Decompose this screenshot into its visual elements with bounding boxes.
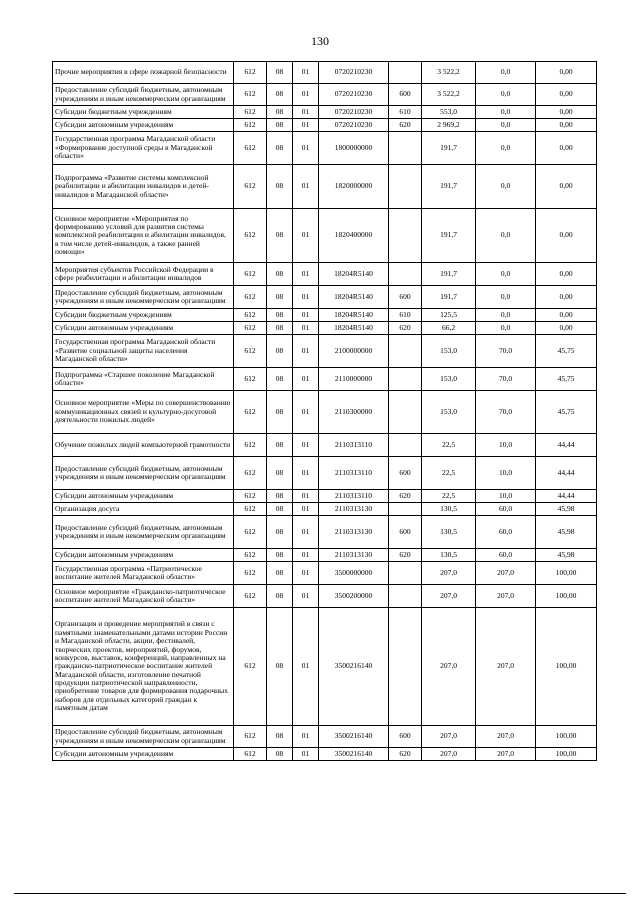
cell-name: Субсидии автономным учреждениям: [53, 748, 234, 761]
cell-rz: 08: [267, 209, 293, 263]
cell-rz: 08: [267, 263, 293, 286]
cell-rz: 08: [267, 490, 293, 503]
budget-table: [52, 61, 597, 761]
cell-plan: 207,0: [422, 608, 476, 726]
table-row: [53, 263, 597, 286]
cell-csr: 18204R5140: [319, 263, 389, 286]
cell-name: Государственная программа Магаданской области «Формирование доступной среды в Магаданской области»: [53, 132, 234, 165]
cell-pct: 0,00: [536, 309, 597, 322]
cell-rz: 08: [267, 322, 293, 335]
cell-vr: [389, 503, 422, 516]
cell-plan: 207,0: [422, 585, 476, 608]
cell-pct: 100,00: [536, 748, 597, 761]
cell-csr: 0720210230: [319, 62, 389, 84]
cell-plan: 22,5: [422, 490, 476, 503]
cell-name: Предоставление субсидий бюджетным, автономным учреждениям и иным некоммерческим организациям: [53, 516, 234, 549]
cell-pct: 0,00: [536, 286, 597, 309]
cell-name: Обучение пожилых людей компьютерной грамотности: [53, 434, 234, 457]
cell-adm: 612: [234, 335, 267, 368]
cell-vr: 600: [389, 457, 422, 490]
table-row: [53, 368, 597, 391]
cell-rz: 08: [267, 748, 293, 761]
cell-plan: 22,5: [422, 457, 476, 490]
cell-vr: 600: [389, 726, 422, 748]
cell-pr: 01: [293, 263, 319, 286]
cell-pr: 01: [293, 119, 319, 132]
cell-vr: 610: [389, 309, 422, 322]
cell-pr: 01: [293, 165, 319, 209]
table-row: [53, 106, 597, 119]
cell-adm: 612: [234, 322, 267, 335]
cell-adm: 612: [234, 457, 267, 490]
cell-adm: 612: [234, 263, 267, 286]
cell-vr: 620: [389, 549, 422, 562]
cell-name: Предоставление субсидий бюджетным, автономным учреждениям и иным некоммерческим организациям: [53, 457, 234, 490]
cell-pr: 01: [293, 132, 319, 165]
table-row: [53, 585, 597, 608]
cell-csr: 3500200000: [319, 585, 389, 608]
cell-adm: 612: [234, 84, 267, 106]
cell-plan: 3 522,2: [422, 84, 476, 106]
cell-exec: 0,0: [476, 286, 536, 309]
cell-name: Подпрограмма «Развитие системы комплексной реабилитации и абилитации инвалидов и детей-инвалидов в Магаданской области»: [53, 165, 234, 209]
cell-adm: 612: [234, 119, 267, 132]
cell-rz: 08: [267, 132, 293, 165]
cell-csr: 3500216140: [319, 726, 389, 748]
cell-name: Предоставление субсидий бюджетным, автономным учреждениям и иным некоммерческим организациям: [53, 286, 234, 309]
cell-pr: 01: [293, 335, 319, 368]
cell-vr: [389, 132, 422, 165]
cell-adm: 612: [234, 490, 267, 503]
cell-exec: 0,0: [476, 84, 536, 106]
cell-exec: 207,0: [476, 585, 536, 608]
cell-vr: 610: [389, 106, 422, 119]
cell-rz: 08: [267, 516, 293, 549]
cell-csr: 18204R5140: [319, 322, 389, 335]
cell-vr: 600: [389, 84, 422, 106]
cell-plan: 130,5: [422, 503, 476, 516]
table-row: [53, 562, 597, 585]
cell-exec: 0,0: [476, 309, 536, 322]
cell-adm: 612: [234, 748, 267, 761]
cell-rz: 08: [267, 335, 293, 368]
table-row: [53, 209, 597, 263]
cell-pct: 45,98: [536, 549, 597, 562]
cell-name: Организация досуга: [53, 503, 234, 516]
cell-plan: 3 522,2: [422, 62, 476, 84]
cell-plan: 191,7: [422, 209, 476, 263]
cell-adm: 612: [234, 516, 267, 549]
cell-rz: 08: [267, 119, 293, 132]
cell-plan: 130,5: [422, 516, 476, 549]
cell-adm: 612: [234, 209, 267, 263]
cell-pct: 44,44: [536, 457, 597, 490]
cell-vr: [389, 608, 422, 726]
cell-vr: [389, 335, 422, 368]
cell-name: Мероприятия субъектов Российской Федерации в сфере реабилитации и абилитации инвалидов: [53, 263, 234, 286]
cell-rz: 08: [267, 726, 293, 748]
cell-pct: 0,00: [536, 119, 597, 132]
cell-exec: 70,0: [476, 335, 536, 368]
cell-csr: 1820400000: [319, 209, 389, 263]
cell-exec: 60,0: [476, 516, 536, 549]
cell-pct: 0,00: [536, 209, 597, 263]
cell-plan: 553,0: [422, 106, 476, 119]
cell-plan: 191,7: [422, 165, 476, 209]
cell-rz: 08: [267, 309, 293, 322]
cell-exec: 0,0: [476, 62, 536, 84]
cell-pct: 100,00: [536, 562, 597, 585]
cell-adm: 612: [234, 62, 267, 84]
cell-exec: 0,0: [476, 132, 536, 165]
cell-vr: [389, 165, 422, 209]
cell-adm: 612: [234, 106, 267, 119]
cell-pct: 100,00: [536, 585, 597, 608]
cell-adm: 612: [234, 368, 267, 391]
cell-exec: 207,0: [476, 748, 536, 761]
cell-csr: 2110313110: [319, 457, 389, 490]
cell-csr: 2110313130: [319, 549, 389, 562]
table-row: [53, 322, 597, 335]
cell-rz: 08: [267, 457, 293, 490]
cell-adm: 612: [234, 132, 267, 165]
cell-name: Государственная программа «Патриотическое воспитание жителей Магаданской области»: [53, 562, 234, 585]
cell-name: Субсидии автономным учреждениям: [53, 549, 234, 562]
cell-exec: 0,0: [476, 209, 536, 263]
cell-adm: 612: [234, 286, 267, 309]
cell-plan: 22,5: [422, 434, 476, 457]
cell-plan: 191,7: [422, 286, 476, 309]
cell-exec: 70,0: [476, 391, 536, 434]
cell-exec: 10,0: [476, 457, 536, 490]
cell-rz: 08: [267, 368, 293, 391]
cell-pct: 44,44: [536, 490, 597, 503]
cell-pct: 45,98: [536, 516, 597, 549]
cell-pr: 01: [293, 748, 319, 761]
cell-adm: 612: [234, 549, 267, 562]
cell-name: Основное мероприятие «Гражданско-патриотическое воспитание жителей Магаданской области»: [53, 585, 234, 608]
cell-vr: [389, 368, 422, 391]
cell-csr: 2100000000: [319, 335, 389, 368]
cell-rz: 08: [267, 608, 293, 726]
cell-pct: 45,75: [536, 335, 597, 368]
cell-rz: 08: [267, 562, 293, 585]
cell-name: Подпрограмма «Старшее поколение Магаданской области»: [53, 368, 234, 391]
cell-vr: 620: [389, 490, 422, 503]
cell-csr: 3500216140: [319, 748, 389, 761]
cell-exec: 207,0: [476, 608, 536, 726]
table-row: [53, 748, 597, 761]
cell-csr: 2110300000: [319, 391, 389, 434]
cell-vr: 600: [389, 286, 422, 309]
cell-vr: [389, 562, 422, 585]
cell-pct: 100,00: [536, 726, 597, 748]
cell-csr: 0720210230: [319, 106, 389, 119]
cell-pct: 0,00: [536, 84, 597, 106]
cell-pct: 0,00: [536, 132, 597, 165]
cell-name: Субсидии бюджетным учреждениям: [53, 106, 234, 119]
cell-vr: 620: [389, 322, 422, 335]
cell-adm: 612: [234, 503, 267, 516]
cell-vr: 620: [389, 748, 422, 761]
cell-plan: 191,7: [422, 263, 476, 286]
cell-pct: 45,98: [536, 503, 597, 516]
cell-csr: 18204R5140: [319, 286, 389, 309]
cell-adm: 612: [234, 585, 267, 608]
table-row: [53, 549, 597, 562]
cell-plan: 2 969,2: [422, 119, 476, 132]
cell-pct: 44,44: [536, 434, 597, 457]
table-row: [53, 516, 597, 549]
cell-csr: 3500216140: [319, 608, 389, 726]
cell-vr: [389, 391, 422, 434]
cell-exec: 0,0: [476, 263, 536, 286]
table-row: [53, 503, 597, 516]
cell-pr: 01: [293, 457, 319, 490]
cell-csr: 2110313130: [319, 503, 389, 516]
cell-csr: 2110000000: [319, 368, 389, 391]
cell-pr: 01: [293, 585, 319, 608]
cell-csr: 2110313110: [319, 490, 389, 503]
cell-plan: 207,0: [422, 562, 476, 585]
cell-pct: 45,75: [536, 391, 597, 434]
cell-name: Прочие мероприятия в сфере пожарной безопасности: [53, 62, 234, 84]
cell-vr: [389, 209, 422, 263]
table-row: [53, 391, 597, 434]
cell-plan: 153,0: [422, 368, 476, 391]
cell-vr: [389, 585, 422, 608]
cell-rz: 08: [267, 84, 293, 106]
cell-plan: 153,0: [422, 335, 476, 368]
cell-csr: 2110313110: [319, 434, 389, 457]
cell-pr: 01: [293, 516, 319, 549]
cell-pr: 01: [293, 106, 319, 119]
cell-vr: [389, 263, 422, 286]
cell-csr: 0720210230: [319, 84, 389, 106]
cell-adm: 612: [234, 562, 267, 585]
cell-plan: 66,2: [422, 322, 476, 335]
footer-divider: [14, 893, 626, 894]
cell-pr: 01: [293, 209, 319, 263]
cell-pr: 01: [293, 62, 319, 84]
cell-plan: 153,0: [422, 391, 476, 434]
cell-rz: 08: [267, 286, 293, 309]
cell-exec: 0,0: [476, 106, 536, 119]
table-row: [53, 309, 597, 322]
cell-rz: 08: [267, 434, 293, 457]
cell-plan: 125,5: [422, 309, 476, 322]
table-row: [53, 286, 597, 309]
cell-pct: 0,00: [536, 322, 597, 335]
cell-rz: 08: [267, 503, 293, 516]
cell-csr: 3500000000: [319, 562, 389, 585]
cell-exec: 70,0: [476, 368, 536, 391]
cell-pr: 01: [293, 549, 319, 562]
cell-adm: 612: [234, 434, 267, 457]
cell-pct: 0,00: [536, 165, 597, 209]
cell-pr: 01: [293, 434, 319, 457]
cell-exec: 0,0: [476, 165, 536, 209]
cell-rz: 08: [267, 391, 293, 434]
table-row: [53, 62, 597, 84]
cell-name: Субсидии бюджетным учреждениям: [53, 309, 234, 322]
table-row: [53, 434, 597, 457]
cell-vr: 620: [389, 119, 422, 132]
cell-adm: 612: [234, 608, 267, 726]
cell-pr: 01: [293, 84, 319, 106]
cell-name: Организация и проведение мероприятий в связи с памятными знаменательными датами истории России и Магаданской области, акции, фестивалей, творческих проектов, мероприятий, форумов, конкурсов, выставок, конференций, направленных на гражданско-патриотическое воспитание жителей Магаданской области, изготовление печатной продукции патриотической направленности, приобретение товаров для формирования подарочных наборов для отдельных категорий граждан к памятным датам: [53, 608, 234, 726]
cell-name: Субсидии автономным учреждениям: [53, 322, 234, 335]
cell-name: Субсидии автономным учреждениям: [53, 119, 234, 132]
table-row: [53, 335, 597, 368]
cell-rz: 08: [267, 549, 293, 562]
cell-name: Субсидии автономным учреждениям: [53, 490, 234, 503]
cell-rz: 08: [267, 62, 293, 84]
cell-name: Основное мероприятие «Мероприятия по формированию условий для развития системы комплексной реабилитации и абилитации инвалидов, в том числе детей-инвалидов, а также ранней помощи»: [53, 209, 234, 263]
cell-pr: 01: [293, 322, 319, 335]
cell-vr: 600: [389, 516, 422, 549]
cell-pr: 01: [293, 503, 319, 516]
cell-vr: [389, 434, 422, 457]
cell-pr: 01: [293, 309, 319, 322]
cell-plan: 130,5: [422, 549, 476, 562]
cell-pr: 01: [293, 391, 319, 434]
cell-csr: 1820000000: [319, 165, 389, 209]
cell-exec: 10,0: [476, 434, 536, 457]
cell-exec: 207,0: [476, 726, 536, 748]
cell-vr: [389, 62, 422, 84]
table-row: [53, 165, 597, 209]
cell-pr: 01: [293, 726, 319, 748]
cell-name: Предоставление субсидий бюджетным, автономным учреждениям и иным некоммерческим организациям: [53, 726, 234, 748]
cell-adm: 612: [234, 309, 267, 322]
table-row: [53, 726, 597, 748]
table-row: [53, 119, 597, 132]
cell-plan: 207,0: [422, 726, 476, 748]
cell-name: Государственная программа Магаданской области «Развитие социальной защиты населения Магаданской области»: [53, 335, 234, 368]
cell-exec: 10,0: [476, 490, 536, 503]
cell-pr: 01: [293, 286, 319, 309]
cell-pr: 01: [293, 490, 319, 503]
cell-exec: 0,0: [476, 119, 536, 132]
cell-adm: 612: [234, 391, 267, 434]
table-row: [53, 490, 597, 503]
page-number: 130: [311, 34, 329, 48]
cell-name: Предоставление субсидий бюджетным, автономным учреждениям и иным некоммерческим организациям: [53, 84, 234, 106]
cell-pct: 0,00: [536, 106, 597, 119]
cell-csr: 0720210230: [319, 119, 389, 132]
cell-plan: 191,7: [422, 132, 476, 165]
cell-exec: 207,0: [476, 562, 536, 585]
table-row: [53, 132, 597, 165]
table-row: [53, 608, 597, 726]
cell-rz: 08: [267, 165, 293, 209]
cell-csr: 1800000000: [319, 132, 389, 165]
cell-pr: 01: [293, 368, 319, 391]
cell-pct: 0,00: [536, 62, 597, 84]
cell-pr: 01: [293, 608, 319, 726]
cell-pct: 100,00: [536, 608, 597, 726]
cell-exec: 0,0: [476, 322, 536, 335]
cell-rz: 08: [267, 585, 293, 608]
cell-name: Основное мероприятие «Меры по совершенствованию коммуникационных связей и культурно-досуговой деятельности пожилых людей»: [53, 391, 234, 434]
cell-csr: 2110313130: [319, 516, 389, 549]
cell-rz: 08: [267, 106, 293, 119]
cell-pct: 0,00: [536, 263, 597, 286]
table-row: [53, 457, 597, 490]
cell-exec: 60,0: [476, 549, 536, 562]
table-row: [53, 84, 597, 106]
cell-adm: 612: [234, 165, 267, 209]
cell-plan: 207,0: [422, 748, 476, 761]
cell-exec: 60,0: [476, 503, 536, 516]
cell-adm: 612: [234, 726, 267, 748]
cell-csr: 18204R5140: [319, 309, 389, 322]
cell-pr: 01: [293, 562, 319, 585]
cell-pct: 45,75: [536, 368, 597, 391]
